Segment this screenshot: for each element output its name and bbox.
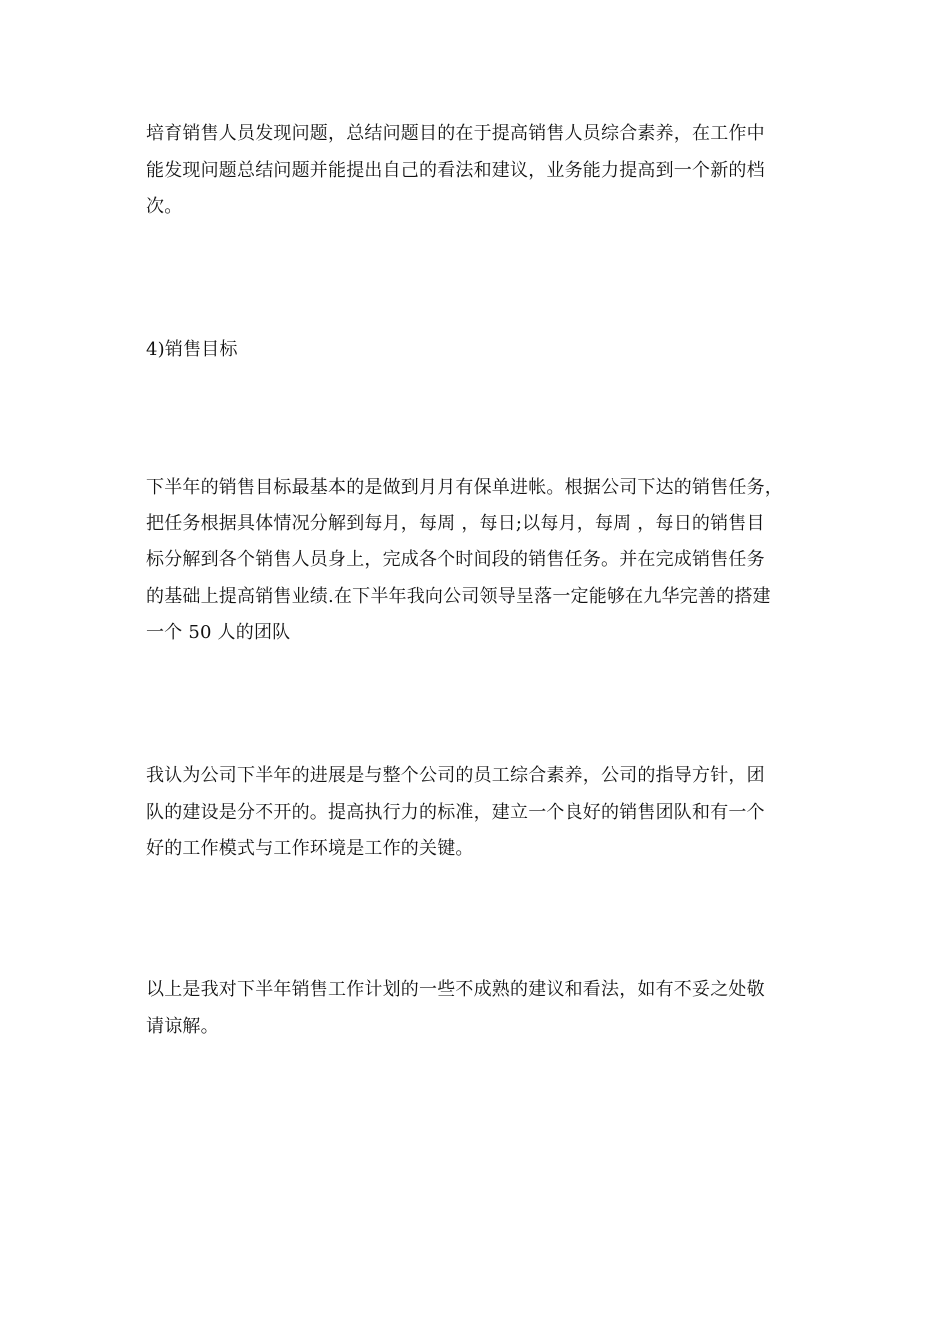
paragraph-line: 一个 50 人的团队 [146,622,291,643]
paragraph-line: 标分解到各个销售人员身上，完成各个时间段的销售任务。并在完成销售任务 [146,549,765,570]
paragraph-line: 请谅解。 [146,1016,219,1037]
paragraph-line: 能发现问题总结问题并能提出自己的看法和建议，业务能力提高到一个新的档 [146,160,765,181]
section-heading-sales-target: 4)销售目标 [146,339,238,360]
paragraph-line: 次。 [146,196,183,217]
paragraph-line: 下半年的销售目标最基本的是做到月月有保单进帐。根据公司下达的销售任务， [146,477,783,498]
paragraph-line: 好的工作模式与工作环境是工作的关键。 [146,838,474,859]
paragraph-line: 我认为公司下半年的进展是与整个公司的员工综合素养，公司的指导方针，团 [146,765,765,786]
paragraph-line: 的基础上提高销售业绩.在下半年我向公司领导呈落一定能够在九华完善的搭建 [146,586,771,607]
paragraph-line: 培育销售人员发现问题，总结问题目的在于提高销售人员综合素养，在工作中 [146,123,765,144]
paragraph-line: 把任务根据具体情况分解到每月，每周 ，每日;以每月，每周 ，每日的销售目 [146,513,765,534]
paragraph-line: 队的建设是分不开的。提高执行力的标准，建立一个良好的销售团队和有一个 [146,802,765,823]
paragraph-line: 以上是我对下半年销售工作计划的一些不成熟的建议和看法，如有不妥之处敬 [146,979,765,1000]
